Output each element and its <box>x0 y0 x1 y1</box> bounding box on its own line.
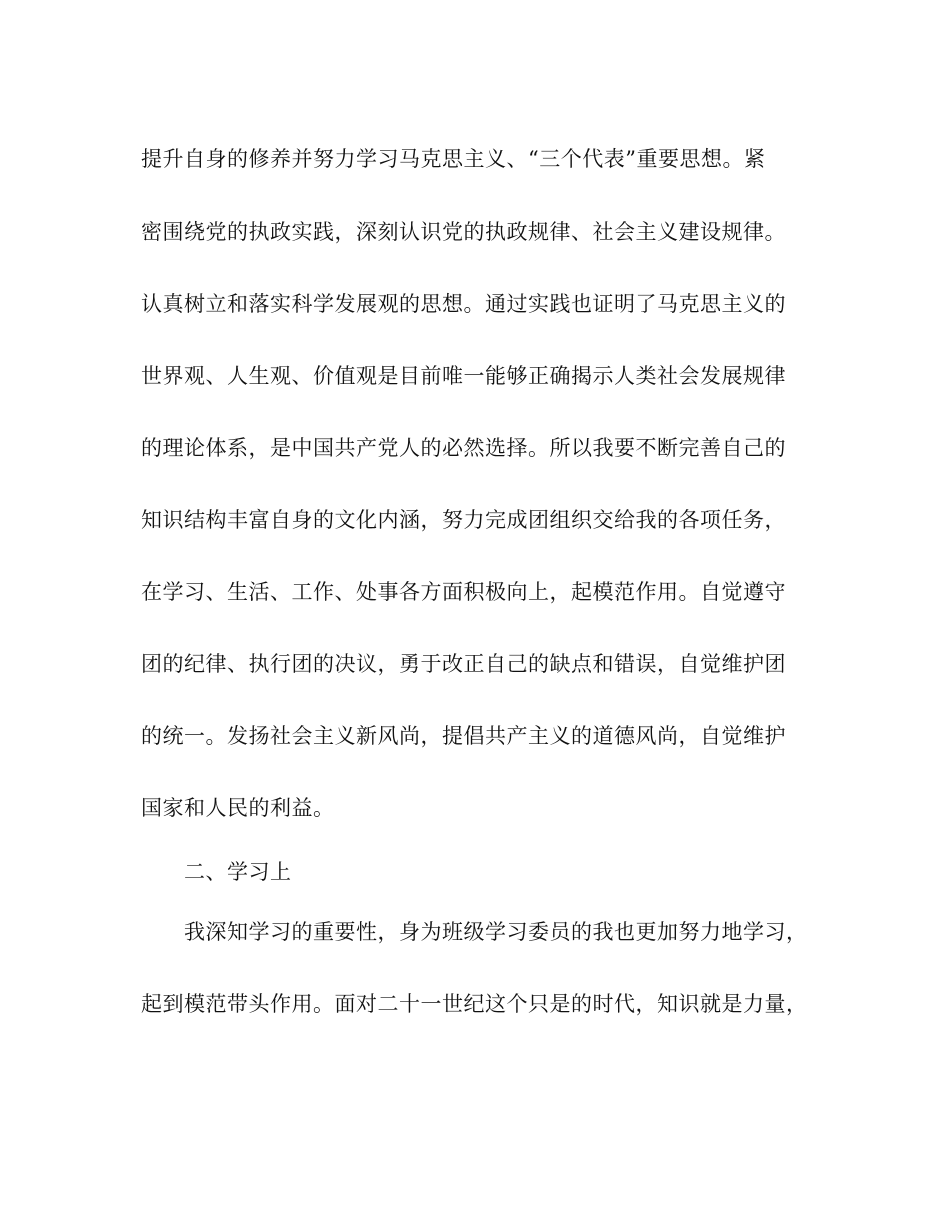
paragraph-line: 密围绕党的执政实践，深刻认识党的执政规律、社会主义建设规律。 <box>141 220 786 244</box>
paragraph-line: 国家和人民的利益。 <box>141 796 335 820</box>
section-heading: 二、学习上 <box>184 860 292 884</box>
paragraph-line: 的统一。发扬社会主义新风尚，提倡共产主义的道德风尚，自觉维护 <box>141 724 786 748</box>
paragraph-line: 我深知学习的重要性，身为班级学习委员的我也更加努力地学习， <box>184 920 808 944</box>
paragraph-line: 起到模范带头作用。面对二十一世纪这个只是的时代，知识就是力量， <box>141 992 808 1016</box>
paragraph-line: 的理论体系，是中国共产党人的必然选择。所以我要不断完善自己的 <box>141 436 786 460</box>
paragraph-line: 知识结构丰富自身的文化内涵，努力完成团组织交给我的各项任务， <box>141 508 786 532</box>
paragraph-line: 在学习、生活、工作、处事各方面积极向上，起模范作用。自觉遵守 <box>141 580 786 604</box>
paragraph-line: 提升自身的修养并努力学习马克思主义、“三个代表”重要思想。紧 <box>141 147 766 171</box>
paragraph-line: 认真树立和落实科学发展观的思想。通过实践也证明了马克思主义的 <box>141 292 786 316</box>
paragraph-line: 世界观、人生观、价值观是目前唯一能够正确揭示人类社会发展规律 <box>141 364 786 388</box>
paragraph-line: 团的纪律、执行团的决议，勇于改正自己的缺点和错误，自觉维护团 <box>141 652 786 676</box>
